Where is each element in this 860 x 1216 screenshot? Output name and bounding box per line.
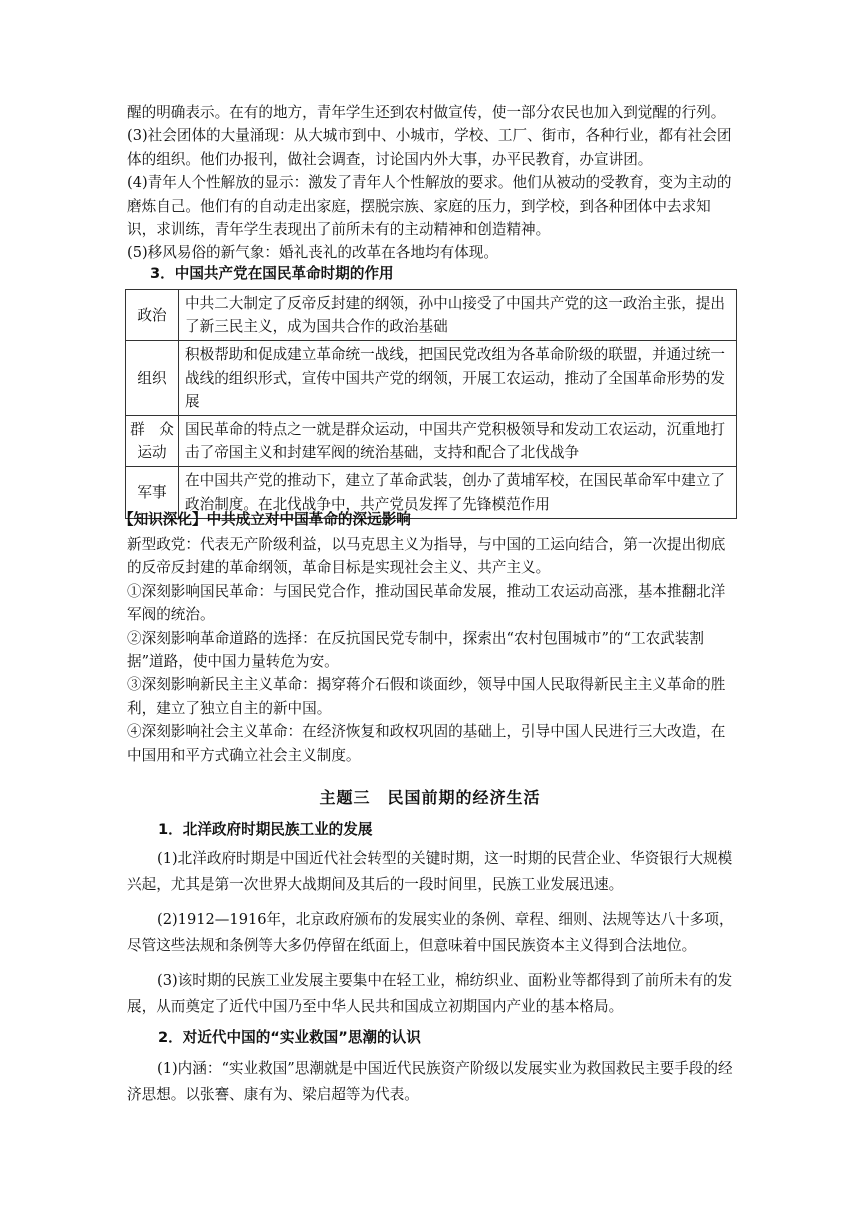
paragraph: (4)青年人个性解放的显示：激发了青年人个性解放的要求。他们从被动的受教育，变为主动的磨炼自己。他们有的自动走出家庭，摆脱宗族、家庭的压力，到学校，到各种团体中去求知识，求训练，青年学生表现出了前所未有的主动精神和创造精神。: [127, 174, 732, 239]
paragraph: ④深刻影响社会主义革命：在经济恢复和政权巩固的基础上，引导中国人民进行三大改造，在中国用和平方式确立社会主义制度。: [127, 723, 726, 764]
top-paragraphs: [127, 101, 737, 265]
section1-paragraphs: [127, 846, 737, 1019]
table-cell-value: 积极帮助和促成建立革命统一战线，把国民党改组为各革命阶级的联盟，并通过统一战线的组织形式，宣传中国共产党的纲领，开展工农运动，推动了全国革命形势的发展: [179, 341, 737, 416]
table-cell-value: 国民革命的特点之一就是群众运动，中国共产党积极领导和发动工农运动，沉重地打击了帝国主义和封建军阀的统治基础，支持和配合了北伐战争: [179, 416, 737, 467]
paragraph: ②深刻影响革命道路的选择：在反抗国民党专制中，探索出“农村包围城市”的“工农武装割据”道路，使中国力量转危为安。: [127, 629, 704, 671]
deepen-heading: 【知识深化】中共成立对中国革命的深远影响: [119, 511, 411, 528]
table-row: [126, 341, 737, 416]
paragraph: (1)北洋政府时期是中国近代社会转型的关键时期，这一时期的民营企业、华资银行大规模兴起，尤其是第一次世界大战期间及其后的一段时间里，民族工业发展迅速。: [127, 850, 733, 893]
cpc-role-table: [125, 289, 737, 519]
paragraph: (3)该时期的民族工业发展主要集中在轻工业，棉纺织业、面粉业等都得到了前所未有的发展，从而奠定了近代中国乃至中华人民共和国成立初期国内产业的基本格局。: [127, 972, 733, 1015]
section-heading: 2．对近代中国的“实业救国”思潮的认识: [158, 1029, 421, 1046]
table-cell-key: 组织: [126, 341, 179, 416]
section-heading: 1．北洋政府时期民族工业的发展: [158, 821, 373, 838]
paragraph: (3)社会团体的大量涌现：从大城市到中、小城市，学校、工厂、街市，各种行业，都有社会团体的组织。他们办报刊，做社会调查，讨论国内外大事，办平民教育，办宣讲团。: [127, 127, 732, 168]
table-row: [126, 290, 737, 341]
paragraph: 新型政党：代表无产阶级利益，以马克思主义为指导，与中国的工运向结合，第一次提出彻底的反帝反封建的革命纲领，革命目标是实现社会主义、共产主义。: [127, 536, 726, 577]
table-cell-value: 中共二大制定了反帝反封建的纲领，孙中山接受了中国共产党的这一政治主张，提出了新三民主义，成为国共合作的政治基础: [179, 290, 737, 341]
deepen-paragraphs: [127, 533, 737, 767]
paragraph: (2)1912—1916年，北京政府颁布的发展实业的条例、章程、细则、法规等达八十多项，尽管这些法规和条例等大多仍停留在纸面上，但意味着中国民族资本主义得到合法地位。: [127, 911, 734, 954]
paragraph: ③深刻影响新民主主义革命：揭穿蒋介石假和谈面纱，领导中国人民取得新民主主义革命的胜利，建立了独立自主的新中国。: [127, 676, 726, 717]
paragraph: (5)移风易俗的新气象：婚礼丧礼的改革在各地均有体现。: [127, 244, 498, 262]
table-cell-key: 政治: [126, 290, 179, 341]
section2-paragraphs: [127, 1056, 737, 1107]
table-cell-key: 军事: [126, 467, 179, 518]
table-cell-value: 在中国共产党的推动下，建立了革命武装，创办了黄埔军校，在国民革命军中建立了政治制度。在北伐战争中，共产党员发挥了先锋模范作用: [179, 467, 737, 518]
table-row: [126, 416, 737, 467]
theme-title: 主题三 民国前期的经济生活: [319, 788, 541, 807]
paragraph: 醒的明确表示。在有的地方，青年学生还到农村做宣传，使一部分农民也加入到觉醒的行列。: [127, 104, 726, 121]
table-cell-key: 群 众运动: [126, 416, 179, 467]
paragraph: ①深刻影响国民革命：与国民党合作，推动国民革命发展，推动工农运动高涨，基本推翻北洋军阀的统治。: [127, 582, 726, 624]
paragraph: (1)内涵：“实业救国”思潮就是中国近代民族资产阶级以发展实业为救国救民主要手段的经济思想。以张謇、康有为、梁启超等为代表。: [127, 1060, 733, 1103]
section-heading: 3．中国共产党在国民革命时期的作用: [150, 265, 394, 282]
